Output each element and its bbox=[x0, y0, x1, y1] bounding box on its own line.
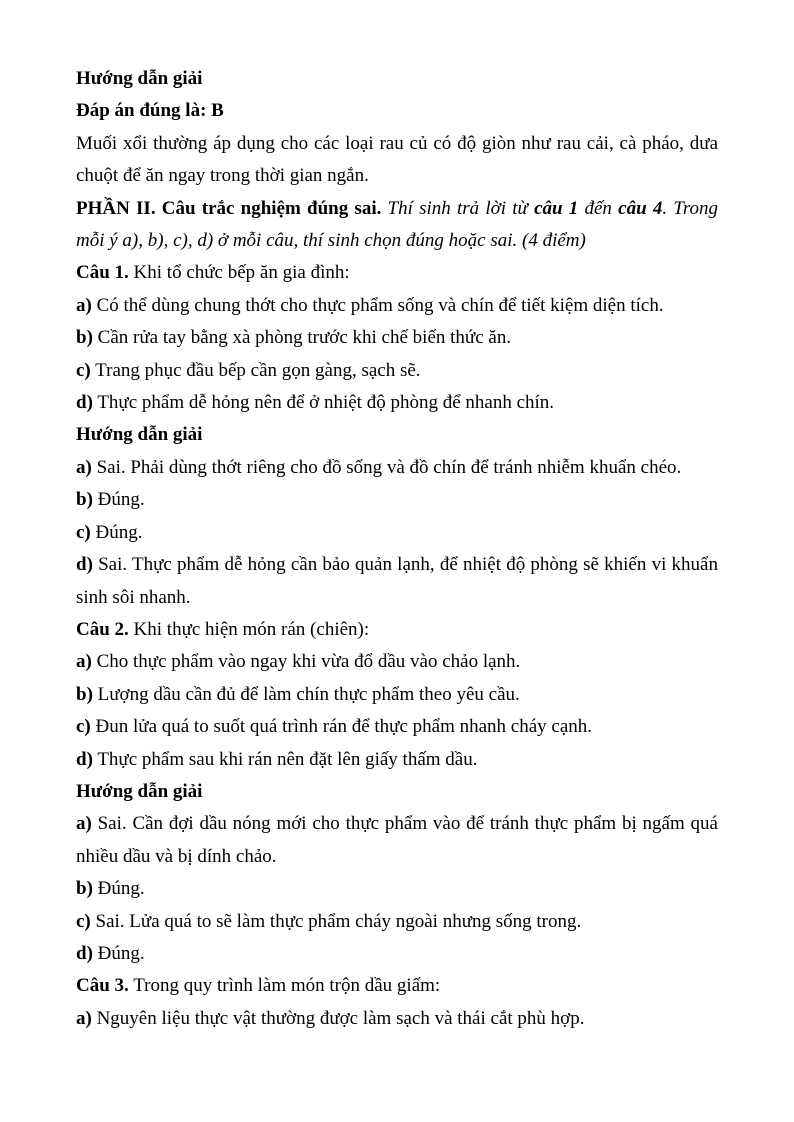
text-run: Khi tổ chức bếp ăn gia đình: bbox=[128, 262, 350, 284]
question-3-heading bbox=[76, 970, 718, 1002]
option-label: c) bbox=[76, 716, 91, 738]
text-run: câu 4 bbox=[618, 197, 663, 219]
solution-heading bbox=[76, 776, 718, 808]
text-run: Cần rửa tay bằng xà phòng trước khi chế biến thức ăn. bbox=[92, 327, 512, 349]
question-2-option-c bbox=[76, 711, 718, 743]
option-label: b) bbox=[76, 489, 93, 511]
solution-heading bbox=[76, 63, 718, 95]
text-run: Sai. Lửa quá to sẽ làm thực phẩm cháy ngoài nhưng sống trong. bbox=[90, 910, 582, 932]
question-2-option-b bbox=[76, 679, 718, 711]
question-1-option-c bbox=[76, 355, 718, 387]
option-label: c) bbox=[76, 359, 91, 381]
question-2-heading bbox=[76, 614, 718, 646]
option-label: a) bbox=[76, 294, 92, 316]
option-label: d) bbox=[76, 942, 93, 964]
text-run: Khi thực hiện món rán (chiên): bbox=[128, 618, 370, 640]
option-label: c) bbox=[76, 910, 91, 932]
option-label: a) bbox=[76, 813, 92, 835]
text-run: Đáp án đúng là: B bbox=[76, 100, 224, 122]
text-run: Câu 2. bbox=[76, 618, 129, 640]
question-2-answer-c bbox=[76, 906, 718, 938]
text-run: Đúng. bbox=[92, 489, 145, 511]
solution-heading bbox=[76, 419, 718, 451]
text-run: Trong quy trình làm món trộn dầu giấm: bbox=[128, 975, 441, 997]
question-2-option-d bbox=[76, 744, 718, 776]
section-2-heading bbox=[76, 193, 718, 258]
option-label: d) bbox=[76, 392, 93, 414]
text-run: Nguyên liệu thực vật thường được làm sạch và thái cắt phù hợp. bbox=[91, 1007, 585, 1029]
option-label: a) bbox=[76, 456, 92, 478]
text-run: Đúng. bbox=[90, 521, 143, 543]
question-2-answer-a bbox=[76, 808, 718, 873]
question-1-answer-c bbox=[76, 517, 718, 549]
question-1-heading bbox=[76, 257, 718, 289]
text-run: Sai. Thực phẩm dễ hỏng cần bảo quản lạnh, để nhiệt độ phòng sẽ khiến vi khuẩn sinh sôi nhanh. bbox=[76, 554, 718, 608]
question-2-option-a bbox=[76, 646, 718, 678]
text-run: Trang phục đầu bếp cần gọn gàng, sạch sẽ. bbox=[90, 359, 421, 381]
option-label: a) bbox=[76, 651, 92, 673]
text-run: câu 1 bbox=[534, 197, 579, 219]
question-2-answer-b bbox=[76, 873, 718, 905]
question-1-answer-b bbox=[76, 484, 718, 516]
question-1-answer-a bbox=[76, 452, 718, 484]
text-run: Thực phẩm dễ hỏng nên để ở nhiệt độ phòng để nhanh chín. bbox=[92, 392, 555, 414]
text-run: Câu 1. bbox=[76, 262, 129, 284]
question-1-answer-d bbox=[76, 549, 718, 614]
text-run: Cho thực phẩm vào ngay khi vừa đổ dầu vào chảo lạnh. bbox=[91, 651, 521, 673]
answer-explanation bbox=[76, 128, 718, 193]
option-label: c) bbox=[76, 521, 91, 543]
option-label: b) bbox=[76, 327, 93, 349]
correct-answer-line bbox=[76, 95, 718, 127]
text-run: Đúng. bbox=[92, 878, 145, 900]
text-run: Hướng dẫn giải bbox=[76, 68, 203, 89]
question-3-option-a bbox=[76, 1003, 718, 1035]
text-run: Đun lửa quá to suốt quá trình rán để thực phẩm nhanh cháy cạnh. bbox=[90, 716, 593, 738]
text-run: đến bbox=[578, 197, 619, 219]
text-run: Câu 3. bbox=[76, 975, 129, 997]
text-run: Thí sinh trả lời từ bbox=[387, 197, 535, 219]
question-2-answer-d bbox=[76, 938, 718, 970]
text-run: Sai. Phải dùng thớt riêng cho đồ sống và đồ chín để tránh nhiễm khuẩn chéo. bbox=[91, 456, 682, 478]
question-1-option-d bbox=[76, 387, 718, 419]
option-label: b) bbox=[76, 878, 93, 900]
text-run: Hướng dẫn giải bbox=[76, 424, 203, 446]
option-label: d) bbox=[76, 748, 93, 770]
text-run: Có thể dùng chung thớt cho thực phẩm sống và chín để tiết kiệm diện tích. bbox=[91, 294, 664, 316]
option-label: a) bbox=[76, 1007, 92, 1029]
text-run: Đúng. bbox=[92, 942, 145, 964]
option-label: b) bbox=[76, 683, 93, 705]
text-run: Lượng dầu cần đủ để làm chín thực phẩm theo yêu cầu. bbox=[92, 683, 520, 705]
question-1-option-a bbox=[76, 290, 718, 322]
text-run: Muối xổi thường áp dụng cho các loại rau củ có độ giòn như rau cải, cà pháo, dưa chuột để ăn ngay trong thời gian ngắn. bbox=[76, 132, 718, 187]
option-label: d) bbox=[76, 554, 93, 576]
text-run: . Trong mỗi ý a), b), c), d) ở mỗi câu, thí sinh chọn đúng hoặc sai. (4 điểm) bbox=[76, 197, 719, 252]
text-run: Thực phẩm sau khi rán nên đặt lên giấy thấm dầu. bbox=[92, 748, 478, 770]
question-1-option-b bbox=[76, 322, 718, 354]
text-run: PHẦN II. Câu trắc nghiệm đúng sai. bbox=[76, 197, 388, 219]
text-run: Sai. Cần đợi dầu nóng mới cho thực phẩm vào để tránh thực phẩm bị ngấm quá nhiều dầu và bị dính chảo. bbox=[76, 813, 718, 867]
text-run: Hướng dẫn giải bbox=[76, 780, 203, 802]
